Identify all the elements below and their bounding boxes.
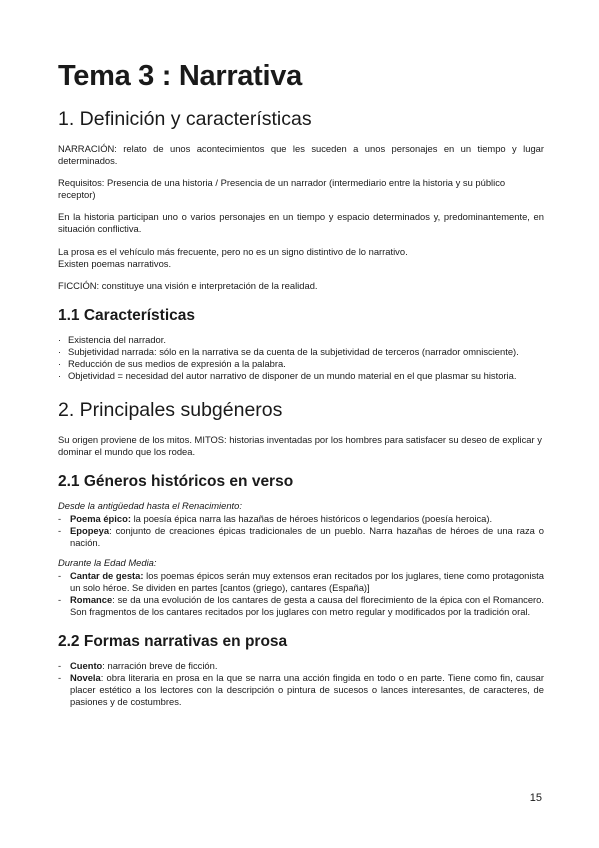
historic-verse-list-2 — [58, 570, 544, 618]
section-2-heading: 2. Principales subgéneros — [58, 398, 283, 421]
section-1-heading: 1. Definición y características — [58, 108, 312, 130]
historic-verse-list-1 — [58, 513, 544, 549]
section-2-2-heading: 2.2 Formas narrativas en prosa — [58, 633, 288, 651]
prose-paragraph: La prosa es el vehículo más frecuente, pero no es un signo distintivo de lo narrativo. — [58, 245, 408, 257]
document-page — [58, 58, 544, 716]
group-intro: Desde la antigüedad hasta el Renacimiento: — [58, 500, 242, 512]
list-item: - Romance: se da una evolución de los cantares de gesta a causa del florecimiento de la épica con el Romancero. Son fragmentos de los cantares recitados por los juglares con metro regular y modificados por la tradición oral. — [58, 594, 544, 618]
list-item: - Cantar de gesta: los poemas épicos serán muy extensos eran recitados por los juglares, tiene como protagonista un solo héroe. Se dividen en partes [cantos (griego), cantares (España)] — [58, 570, 544, 594]
prose-forms-list — [58, 660, 544, 708]
list-item: · Reducción de sus medios de expresión a la palabra. — [58, 357, 286, 369]
list-item: - Cuento: narración breve de ficción. — [58, 660, 218, 672]
characters-paragraph: En la historia participan uno o varios personajes en un tiempo y espacio determinados y, predominantemente, en situación conflictiva. — [58, 211, 544, 235]
fiction-paragraph: FICCIÓN: constituye una visión e interpretación de la realidad. — [58, 279, 318, 291]
list-item: · Subjetividad narrada: sólo en la narrativa se da cuenta de la subjetividad de terceros (narrador omnisciente). — [58, 345, 519, 357]
list-item: · Existencia del narrador. — [58, 333, 166, 345]
list-item: - Poema épico: la poesía épica narra las hazañas de héroes históricos o legendarios (poesía heroica). — [58, 513, 493, 525]
myths-paragraph: Su origen proviene de los mitos. MITOS: historias inventadas por los hombres para satisfacer su deseo de explicar y dominar el mundo que los rodea. — [58, 433, 542, 457]
list-item: - Epopeya: conjunto de creaciones épicas tradicionales de un pueblo. Narra hazañas de héroes de una raza o nación. — [58, 525, 544, 549]
definition-paragraph: NARRACIÓN: relato de unos acontecimientos que les suceden a unos personajes en un tiempo y lugar determinados. — [58, 143, 544, 167]
group-intro: Durante la Edad Media: — [58, 557, 157, 569]
section-2-1-heading: 2.1 Géneros históricos en verso — [58, 473, 294, 491]
page-title: Tema 3 : Narrativa — [58, 60, 302, 92]
section-1-1-heading: 1.1 Características — [58, 306, 196, 324]
list-item: - Novela: obra literaria en prosa en la que se narra una acción fingida en todo o en parte. Tiene como fin, causar placer estético a los lectores con la descripción o pintura de sucesos o lances interesantes, de caracteres, de pasiones y de costumbres. — [58, 672, 544, 708]
requirements-paragraph: Requisitos: Presencia de una historia / Presencia de un narrador (intermediario entre la historia y su público receptor) — [58, 177, 506, 201]
characteristics-list — [58, 334, 544, 382]
list-item: · Objetividad = necesidad del autor narrativo de disponer de un mundo material en el que plasmar su historia. — [58, 369, 517, 381]
narrative-poems-paragraph: Existen poemas narrativos. — [58, 257, 172, 269]
page-number: 15 — [529, 792, 542, 804]
